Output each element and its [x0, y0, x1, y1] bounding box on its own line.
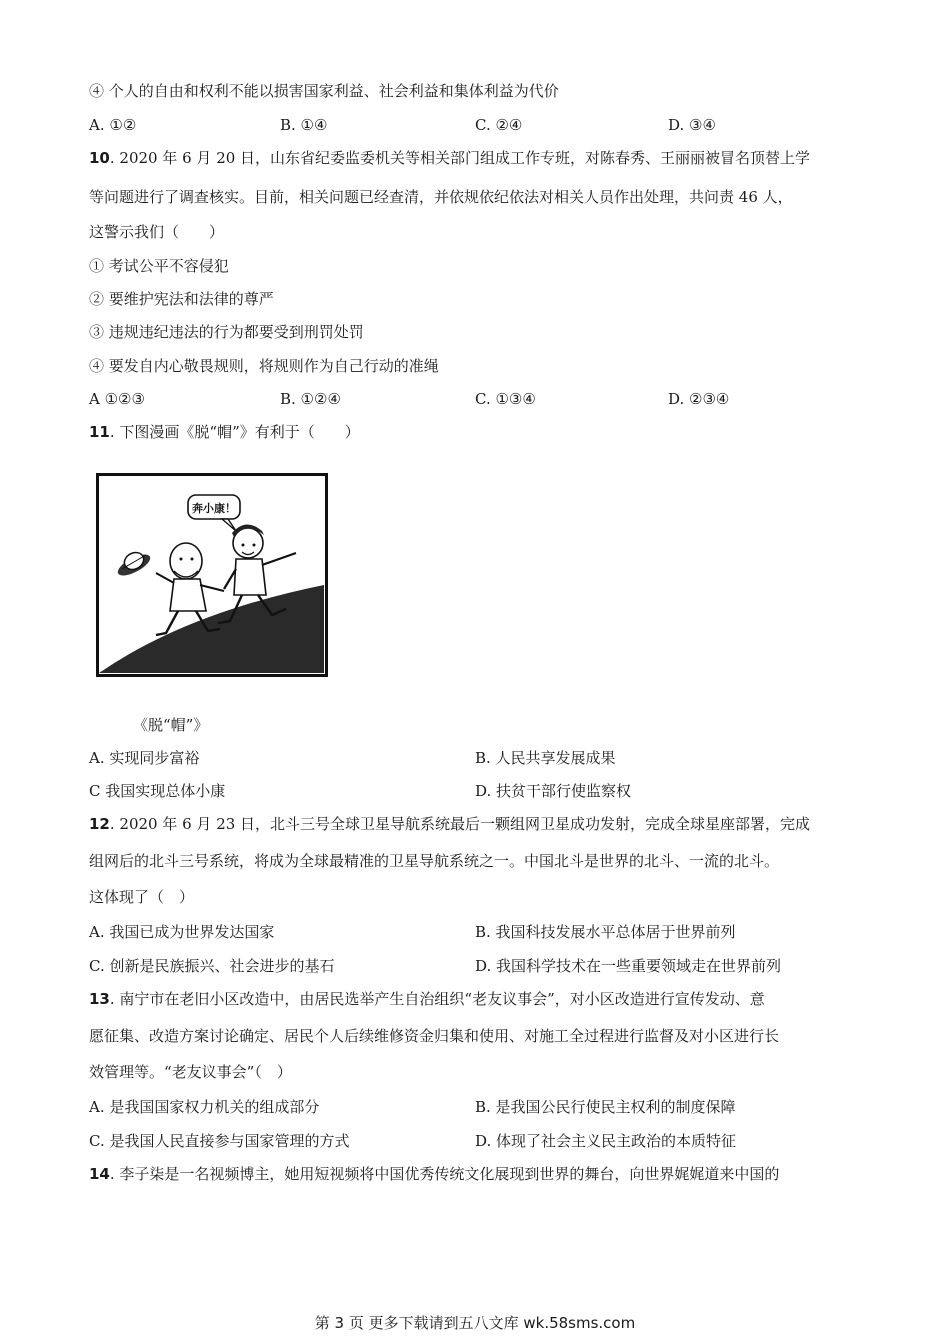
q13-line-3: 效管理等。“老友议事会”（ ） [89, 1063, 292, 1081]
q12-number: 12 [89, 815, 110, 833]
q11-number: 11 [89, 423, 110, 441]
q10-option-d: D. ②③④ [668, 390, 730, 408]
speech-text: 奔小康！ [192, 502, 236, 515]
q12-option-a: A. 我国已成为世界发达国家 [89, 923, 275, 941]
q10-option-b: B. ①②④ [280, 390, 341, 408]
q9-option-b: B. ①④ [280, 116, 328, 134]
q9-item-4: ④ 个人的自由和权利不能以损害国家利益、社会利益和集体利益为代价 [89, 82, 559, 100]
q12-line-2: 组网后的北斗三号系统，将成为全球最精准的卫星导航系统之一。中国北斗是世界的北斗、一流的北斗。 [89, 852, 780, 870]
q13-option-c: C. 是我国人民直接参与国家管理的方式 [89, 1132, 350, 1150]
q12-line-3: 这体现了（ ） [89, 888, 195, 906]
q12-line-1: 12. 2020 年 6 月 23 日，北斗三号全球卫星导航系统最后一颗组网卫星成功发射，完成全球星座部署，完成 [89, 815, 811, 833]
q13-option-d: D. 体现了社会主义民主政治的本质特征 [475, 1132, 737, 1150]
q14-number: 14 [89, 1165, 110, 1183]
q11-line-1: 11. 下图漫画《脱“帽”》有利于（ ） [89, 423, 360, 441]
q12-option-d: D. 我国科学技术在一些重要领域走在世界前列 [475, 957, 782, 975]
q13-line-2: 愿征集、改造方案讨论确定、居民个人后续维修资金归集和使用、对施工全过程进行监督及对小区进行长 [89, 1027, 780, 1045]
cartoon-image [96, 473, 328, 677]
q9-option-c: C. ②④ [475, 116, 523, 134]
q11-option-a: A. 实现同步富裕 [89, 749, 200, 767]
q9-option-d: D. ③④ [668, 116, 716, 134]
q11-option-b: B. 人民共享发展成果 [475, 749, 616, 767]
q12-option-c: C. 创新是民族振兴、社会进步的基石 [89, 957, 335, 975]
q10-option-a: A ①②③ [89, 390, 145, 408]
q10-item-1: ① 考试公平不容侵犯 [89, 257, 229, 275]
page-footer: 第 3 页 更多下载请到五八文库 wk.58sms.com [314, 1314, 636, 1332]
q10-line-3: 这警示我们（ ） [89, 223, 225, 241]
q10-item-4: ④ 要发自内心敬畏规则，将规则作为自己行动的准绳 [89, 357, 439, 375]
q11-option-c: C 我国实现总体小康 [89, 782, 226, 800]
q13-number: 13 [89, 990, 110, 1008]
q14-line-1: 14. 李子柒是一名视频博主，她用短视频将中国优秀传统文化展现到世界的舞台，向世界娓娓道来中国的 [89, 1165, 780, 1183]
q13-line-1: 13. 南宁市在老旧小区改造中，由居民选举产生自治组织“老友议事会”，对小区改造进行宣传发动、意 [89, 990, 765, 1008]
q9-option-a: A. ①② [89, 116, 137, 134]
q11-option-d: D. 扶贫干部行使监察权 [475, 782, 632, 800]
q10-item-2: ② 要维护宪法和法律的尊严 [89, 290, 274, 308]
q10-line-2: 等问题进行了调查核实。目前，相关问题已经查清，并依规依纪依法对相关人员作出处理，共问责 46 人， [89, 188, 793, 206]
q12-option-b: B. 我国科技发展水平总体居于世界前列 [475, 923, 736, 941]
q13-option-a: A. 是我国国家权力机关的组成部分 [89, 1098, 320, 1116]
q10-line-1: 10. 2020 年 6 月 20 日，山东省纪委监委机关等相关部门组成工作专班，对陈春秀、王丽丽被冒名顶替上学 [89, 149, 811, 167]
q10-number: 10 [89, 149, 110, 167]
q13-option-b: B. 是我国公民行使民主权利的制度保障 [475, 1098, 736, 1116]
q10-option-c: C. ①③④ [475, 390, 536, 408]
cartoon-caption: 《脱“帽”》 [133, 716, 209, 734]
q10-item-3: ③ 违规违纪违法的行为都要受到刑罚处罚 [89, 323, 364, 341]
